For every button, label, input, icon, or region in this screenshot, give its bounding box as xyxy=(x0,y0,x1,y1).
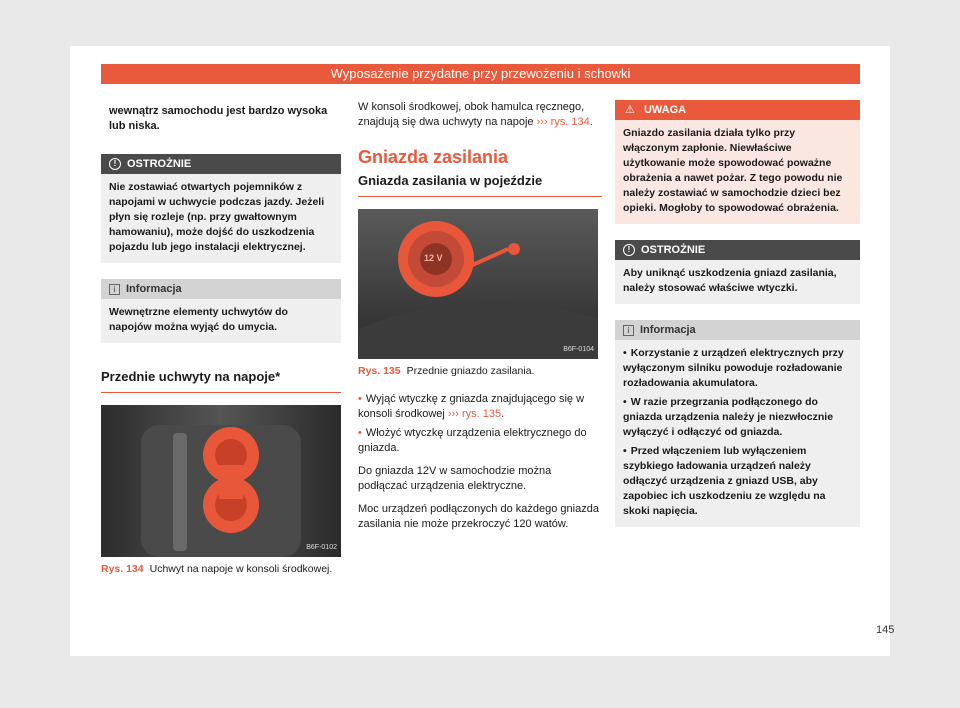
info-header xyxy=(101,279,341,299)
subheading-vehicle-sockets: Gniazda zasilania w pojeździe xyxy=(358,173,602,197)
info-title: Informacja xyxy=(640,324,696,336)
caution-text: Nie zostawiać otwartych pojemników z napojami w uchwycie podczas jazdy. Jeżeli płyn się rozleje (np. przy gwałtownym hamowaniu), może dojść do uszkodzenia pojazdu lub jego instalacji elektrycznej. xyxy=(101,174,341,263)
cupholder-image xyxy=(101,405,341,557)
info-box xyxy=(101,279,341,343)
intro-paragraph: W konsoli środkowej, obok hamulca ręcznego, znajdują się dwa uchwyty na napoje ››› rys. 134. xyxy=(358,101,593,128)
bullet-icon: • xyxy=(358,427,362,439)
info-item-text: Przed włączeniem lub wyłączeniem szybkiego ładowania urządzeń należy odłączyć urządzenia z gniazd USB, aby zapobiec ich uszkodzeniu ze względu na skoki napięcia. xyxy=(623,445,826,517)
left-column xyxy=(101,100,341,576)
info-list xyxy=(615,340,860,527)
warning-text: Gniazdo zasilania działa tylko przy włączonym zapłonie. Niewłaściwe użytkowanie może spowodować poważne obrażenia a nawet pożar. Z tego powodu nie należy zostawiać w samochodzie dzieci bez opieki. Mogłoby to spowodować obrażenia. xyxy=(615,120,860,224)
caution-box xyxy=(615,240,860,304)
caution-icon: ! xyxy=(623,244,635,256)
warning-header xyxy=(615,100,860,120)
bullet-text: Włożyć wtyczkę urządzenia elektrycznego do gniazda. xyxy=(358,427,587,454)
paragraph-power-limit: Moc urządzeń podłączonych do każdego gniazda zasilania nie może przekroczyć 120 watów. xyxy=(358,503,599,530)
bullet-text: Wyjąć wtyczkę z gniazda znajdującego się w konsoli środkowej xyxy=(358,393,585,420)
caution-text: Aby uniknąć uszkodzenia gniazd zasilania, należy stosować właściwe wtyczki. xyxy=(615,260,860,304)
ref-arrow: ››› xyxy=(447,408,459,420)
paragraph-12v: Do gniazda 12V w samochodzie można podłączać urządzenia elektryczne. xyxy=(358,465,552,492)
intro-text: wewnątrz samochodu jest bardzo wysoka lub niska. xyxy=(109,105,328,132)
info-text: Wewnętrzne elementy uchwytów do napojów można wyjąć do umycia. xyxy=(101,299,341,343)
figure-caption xyxy=(101,563,341,576)
figure-caption xyxy=(358,365,602,378)
info-icon: i xyxy=(623,325,634,336)
warning-icon: ⚠ xyxy=(625,104,635,116)
figure-code: B6F-0104 xyxy=(563,346,594,353)
bullet-icon: • xyxy=(358,393,362,405)
info-item-text: Korzystanie z urządzeń elektrycznych przy wyłączonym silniku powoduje rozładowanie rozładowania akumulatora. xyxy=(623,347,844,389)
warning-title: UWAGA xyxy=(643,104,687,116)
info-item: • Korzystanie z urządzeń elektrycznych przy wyłączonym silniku powoduje rozładowanie rozładowania akumulatora. xyxy=(623,347,844,389)
info-box xyxy=(615,320,860,527)
bullet-insert-plug xyxy=(358,426,602,456)
info-header xyxy=(615,320,860,340)
intro-paragraph-text: W konsoli środkowej, obok hamulca ręcznego, znajdują się dwa uchwyty na napoje xyxy=(358,101,585,128)
socket-photo xyxy=(358,209,598,359)
heading-power-sockets: Gniazda zasilania xyxy=(358,147,509,167)
caution-header xyxy=(101,154,341,174)
ref-arrow: ››› xyxy=(536,116,548,128)
socket-image xyxy=(358,209,598,359)
page-header: Wyposażenie przydatne przy przewożeniu i schowki xyxy=(101,64,860,84)
info-icon: i xyxy=(109,284,120,295)
info-item-text: W razie przegrzania podłączonego do gniazda urządzenia należy je niezwłocznie wyłączyć i odłączyć od gniazda. xyxy=(623,396,834,438)
info-title: Informacja xyxy=(126,283,182,295)
figure-caption-text: Przednie gniazdo zasilania. xyxy=(406,365,535,377)
figure-label: Rys. 134 xyxy=(101,563,144,575)
section-title: Przednie uchwyty na napoje* xyxy=(101,369,341,393)
info-item: • Przed włączeniem lub wyłączeniem szybkiego ładowania urządzeń należy odłączyć urządzenia z gniazd USB, aby zapobiec ich uszkodzeniu ze względu na skoki napięcia. xyxy=(623,445,826,517)
caution-box xyxy=(101,154,341,263)
figure-code: B6F-0102 xyxy=(306,544,337,551)
caution-icon: ! xyxy=(109,158,121,170)
warning-box xyxy=(615,100,860,224)
caution-title: OSTROŻNIE xyxy=(127,158,192,170)
cupholder-photo xyxy=(101,405,341,557)
middle-column xyxy=(358,100,602,532)
figure-caption-text: Uchwyt na napoje w konsoli środkowej. xyxy=(149,563,333,575)
figure-label: Rys. 135 xyxy=(358,365,401,377)
info-item: • W razie przegrzania podłączonego do gniazda urządzenia należy je niezwłocznie wyłączyć i odłączyć od gniazda. xyxy=(623,396,834,438)
ref-link-fig134[interactable]: rys. 134 xyxy=(550,116,590,128)
right-column xyxy=(615,100,860,527)
ref-link-fig135[interactable]: rys. 135 xyxy=(461,408,502,420)
socket-label: 12 V xyxy=(424,253,443,263)
page-number: 145 xyxy=(876,624,895,636)
caution-header xyxy=(615,240,860,260)
caution-title: OSTROŻNIE xyxy=(641,244,706,256)
bullet-remove-plug: • Wyjąć wtyczkę z gniazda znajdującego się w konsoli środkowej ››› rys. 135. xyxy=(358,393,585,420)
